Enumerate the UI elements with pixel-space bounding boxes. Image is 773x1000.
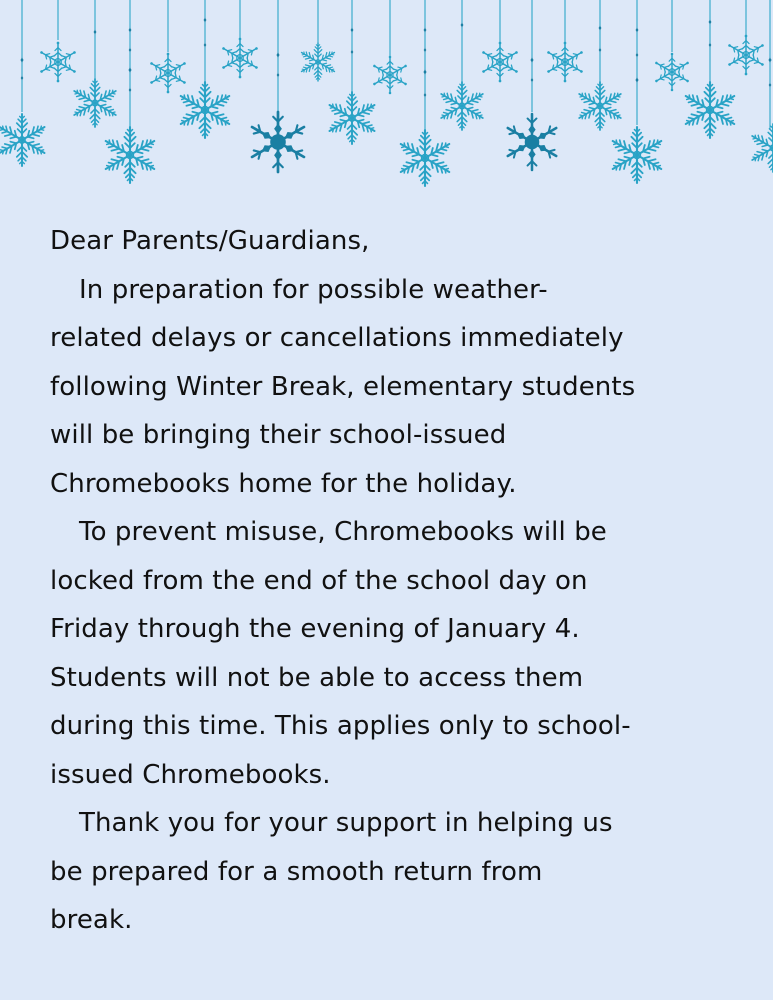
garland-snowflakes-bold xyxy=(250,112,559,172)
letter-line: issued Chromebooks. xyxy=(50,759,331,790)
garland-snowflakes xyxy=(0,35,773,186)
snowflake-icon xyxy=(148,53,187,94)
snowflake-icon xyxy=(372,56,409,95)
letter-line: Chromebooks home for the holiday. xyxy=(50,468,517,499)
letter-line: In preparation for possible weather- xyxy=(79,274,548,305)
letter-line: locked from the end of the school day on xyxy=(50,565,588,596)
snowflake-icon xyxy=(327,92,377,144)
snowflake-icon xyxy=(103,127,157,183)
letter-line: during this time. This applies only to school- xyxy=(50,711,631,741)
snowflake-icon xyxy=(398,130,452,186)
snowflake-icon xyxy=(750,124,773,172)
letter-line: will be bringing their school-issued xyxy=(50,420,507,450)
letter-line: break. xyxy=(50,905,133,935)
snowflake-icon xyxy=(250,112,307,172)
snowflake-icon xyxy=(220,38,259,79)
snowflake-icon xyxy=(0,114,47,166)
letter-body xyxy=(50,217,740,945)
snowflake-icon xyxy=(480,42,519,83)
letter-salutation: Dear Parents/Guardians, xyxy=(50,226,370,256)
letter-line: Friday through the evening of January 4. xyxy=(50,614,580,644)
letter-line: following Winter Break, elementary students xyxy=(50,371,636,402)
letter-line: Students will not be able to access them xyxy=(50,662,584,693)
snowflake-garland xyxy=(0,0,773,200)
letter-line: Thank you for your support in helping us xyxy=(79,808,613,838)
snowflake-icon xyxy=(178,82,232,138)
snowflake-icon xyxy=(72,79,118,127)
garland-beads xyxy=(20,18,771,98)
snowflake-icon xyxy=(683,82,737,138)
snowflake-icon xyxy=(300,43,337,81)
snowflake-icon xyxy=(506,114,559,170)
snowflake-icon xyxy=(439,82,485,130)
snowflake-icon xyxy=(545,42,584,83)
letter-line: To prevent misuse, Chromebooks will be xyxy=(79,517,607,547)
letter-line: be prepared for a smooth return from xyxy=(50,856,543,887)
snowflake-icon xyxy=(577,82,623,130)
snowflake-icon xyxy=(726,35,765,76)
snowflake-icon xyxy=(654,53,691,92)
letter-line: related delays or cancellations immediately xyxy=(50,323,624,353)
garland-strings xyxy=(22,0,770,130)
snowflake-icon xyxy=(38,42,77,83)
snowflake-icon xyxy=(610,127,664,183)
